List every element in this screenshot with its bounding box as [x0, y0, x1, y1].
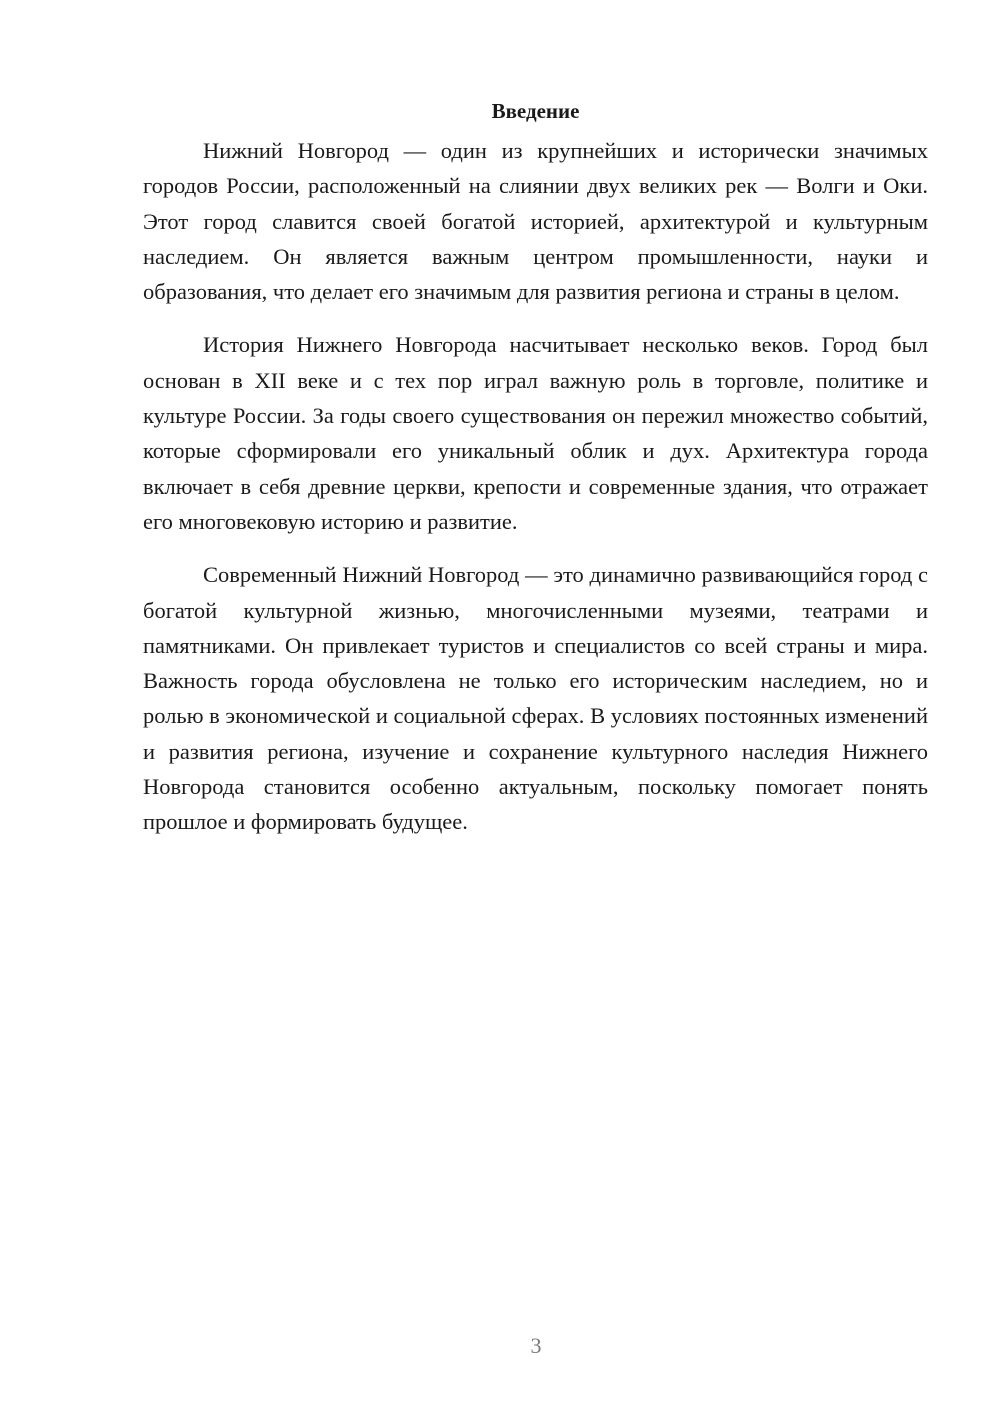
paragraph-1: Нижний Новгород — один из крупнейших и исторически значимых городов России, расположенный на слиянии двух великих рек — Волги и Оки. Этот город славится своей богатой историей, архитектурой и культурным наследием. Он является важным центром промышленности, науки и образования, что делает его значимым для развития региона и страны в целом. — [143, 138, 928, 305]
paragraph-3: Современный Нижний Новгород — это динамично развивающийся город с богатой культурной жизнью, многочисленными музеями, театрами и памятниками. Он привлекает туристов и специалистов со всей страны и мира. Важность города обусловлена не только его историческим наследием, но и ролью в экономической и социальной сферах. В условиях постоянных изменений и развития региона, изучение и сохранение культурного наследия Нижнего Новгорода становится особенно актуальным, поскольку помогает понять прошлое и формировать будущее. — [143, 562, 928, 835]
page-content — [143, 96, 928, 840]
paragraph-2: История Нижнего Новгорода насчитывает несколько веков. Город был основан в XII веке и с тех пор играл важную роль в торговле, политике и культуре России. За годы своего существования он пережил множество событий, которые сформировали его уникальный облик и дух. Архитектура города включает в себя древние церкви, крепости и современные здания, что отражает его многовековую историю и развитие. — [143, 332, 928, 534]
page-number: 3 — [530, 1333, 542, 1358]
section-title: Введение — [491, 99, 580, 123]
